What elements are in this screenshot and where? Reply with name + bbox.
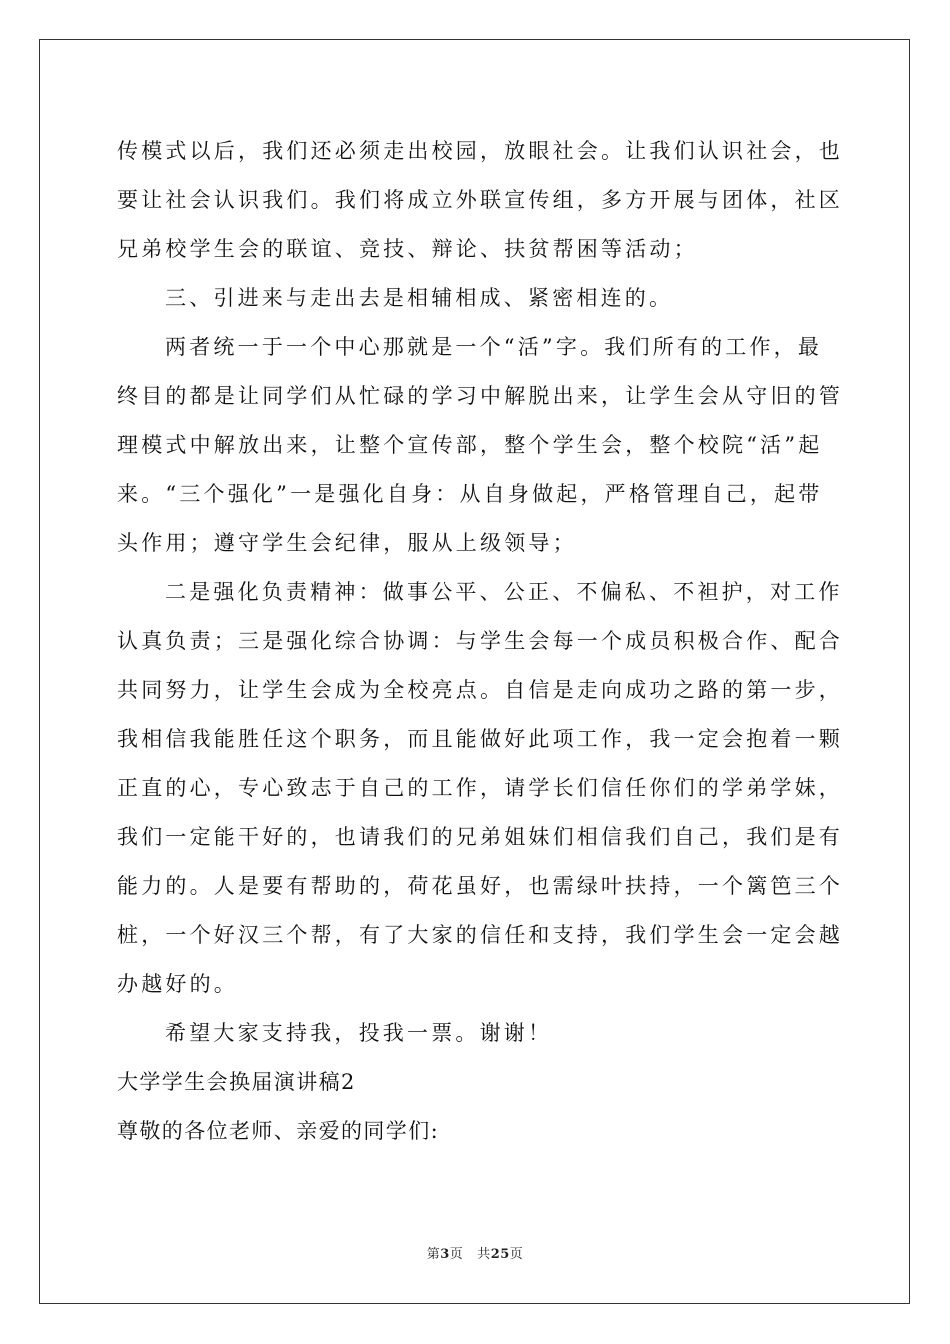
text-line: 正直的心，专心致志于自己的工作，请学长们信任你们的学弟学妹， <box>117 776 843 800</box>
text-line: 两者统一于一个中心那就是一个“活”字。我们所有的工作，最 <box>165 335 823 359</box>
footer-total-prefix: 共 <box>477 1247 491 1262</box>
text-line: 桩，一个好汉三个帮，有了大家的信任和支持，我们学生会一定会越 <box>117 923 843 947</box>
text-line: 二是强化负责精神：做事公平、公正、不偏私、不袒护，对工作 <box>165 580 843 604</box>
text-line: 三、引进来与走出去是相辅相成、紧密相连的。 <box>165 286 674 310</box>
footer-total-unit: 页 <box>509 1247 524 1262</box>
text-line: 理模式中解放出来，让整个宣传部，整个学生会，整个校院“活”起 <box>117 433 823 457</box>
text-line: 希望大家支持我，投我一票。谢谢！ <box>165 1021 553 1045</box>
text-line: 办越好的。 <box>117 972 238 996</box>
text-line: 兄弟校学生会的联谊、竞技、辩论、扶贫帮困等活动； <box>117 237 698 261</box>
page-footer <box>0 1243 950 1262</box>
text-line: 认真负责；三是强化综合协调：与学生会每一个成员积极合作、配合 <box>117 629 843 653</box>
text-line: 终目的都是让同学们从忙碌的学习中解脱出来，让学生会从守旧的管 <box>117 384 843 408</box>
footer-prefix: 第 <box>426 1247 441 1262</box>
text-line: 共同努力，让学生会成为全校亮点。自信是走向成功之路的第一步， <box>117 678 843 702</box>
text-line: 传模式以后，我们还必须走出校园，放眼社会。让我们认识社会，也 <box>117 139 843 163</box>
footer-current-page: 3 <box>440 1247 450 1262</box>
text-line: 来。“三个强化”一是强化自身：从自身做起，严格管理自己，起带 <box>117 482 823 506</box>
text-line: 我们一定能干好的，也请我们的兄弟姐妹们相信我们自己，我们是有 <box>117 825 843 849</box>
footer-page-unit: 页 <box>449 1247 464 1262</box>
section-heading: 尊敬的各位老师、亲爱的同学们: <box>117 1119 440 1143</box>
text-line: 要让社会认识我们。我们将成立外联宣传组，多方开展与团体，社区 <box>117 188 843 212</box>
text-line: 我相信我能胜任这个职务，而且能做好此项工作，我一定会抱着一颗 <box>117 727 843 751</box>
text-line: 头作用；遵守学生会纪律，服从上级领导； <box>117 531 577 555</box>
footer-total-pages: 25 <box>490 1247 510 1262</box>
document-body <box>117 127 843 1156</box>
section-heading: 大学学生会换届演讲稿2 <box>117 1070 356 1094</box>
text-line: 能力的。人是要有帮助的，荷花虽好，也需绿叶扶持，一个篱笆三个 <box>117 874 843 898</box>
